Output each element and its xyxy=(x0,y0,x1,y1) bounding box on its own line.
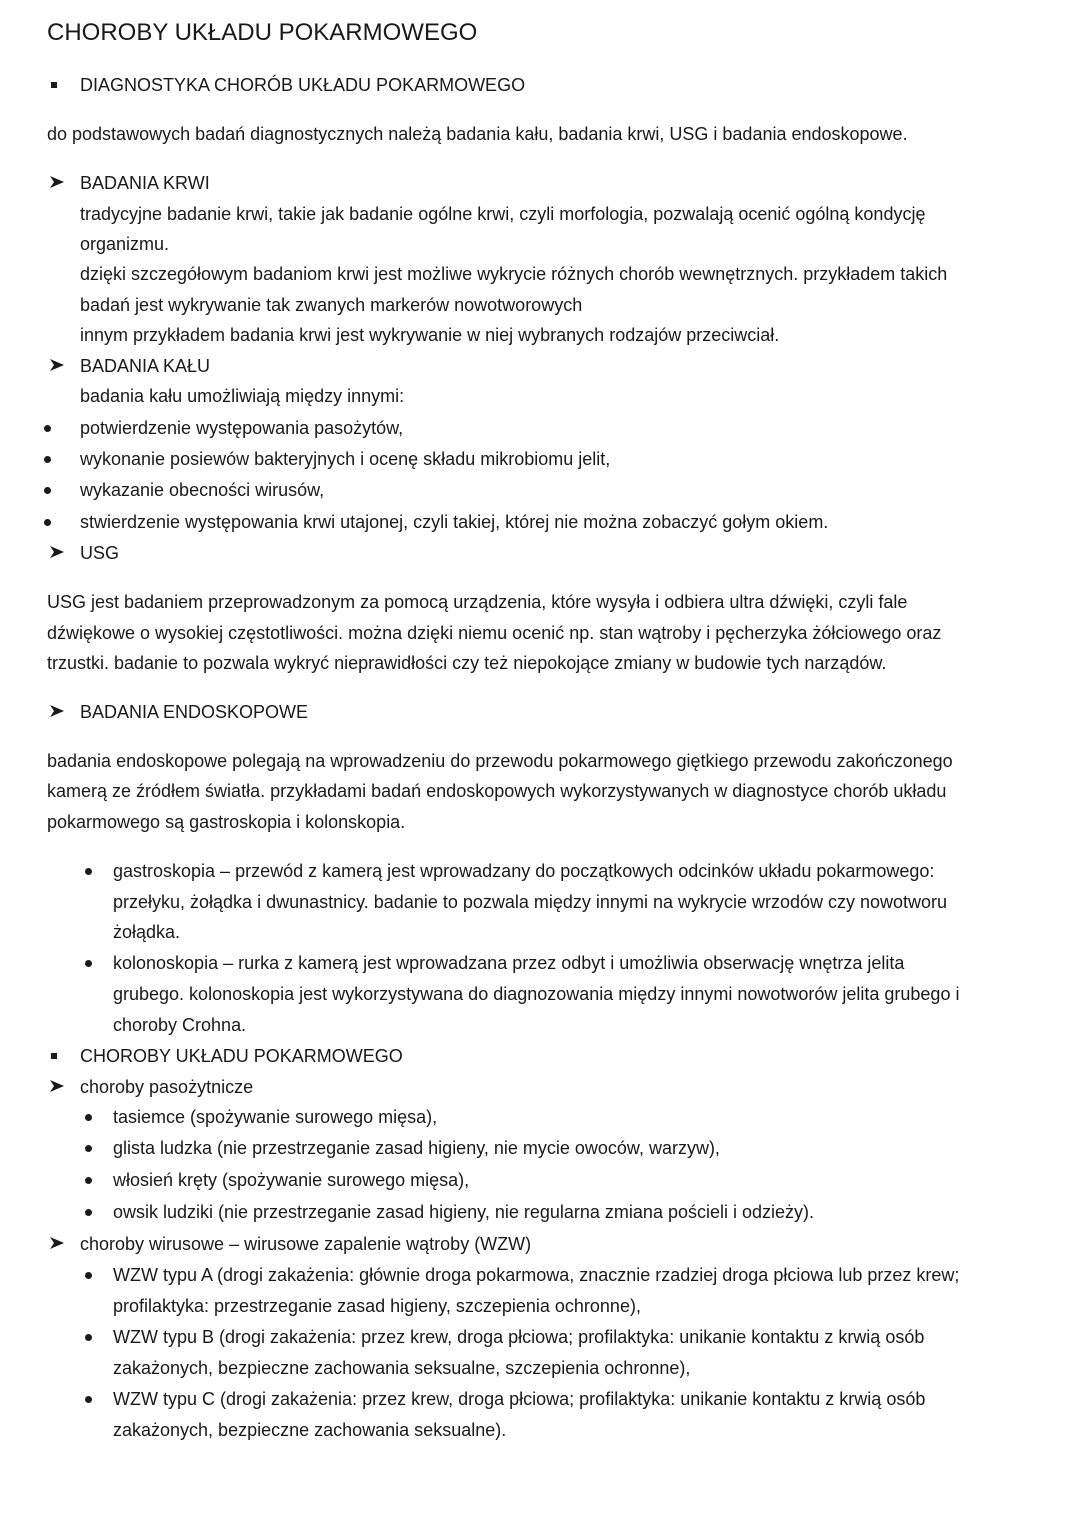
list-item: potwierdzenie występowania pasożytów, xyxy=(80,418,404,438)
list-item-continuation: przełyku, żołądka i dwunastnicy. badanie to pozwala między innymi na wykrycie wrzodów czy nowotworu xyxy=(113,892,948,912)
list-item-continuation: choroby Crohna. xyxy=(113,1015,247,1035)
bullet-dot-icon xyxy=(85,1177,92,1184)
list-item-continuation: grubego. kolonoskopia jest wykorzystywana do diagnozowania między innymi nowotworów jelita grubego i xyxy=(113,984,960,1004)
usg-line: dźwiękowe o wysokiej częstotliwości. można dzięki niemu ocenić np. stan wątroby i pęcherzyka żółciowego oraz xyxy=(47,623,942,643)
arrow-bullet-icon xyxy=(49,175,65,189)
arrow-bullet-icon xyxy=(49,1079,65,1093)
arrow-bullet-icon xyxy=(49,704,65,718)
diagnostyka-intro: do podstawowych badań diagnostycznych należą badania kału, badania krwi, USG i badania endoskopowe. xyxy=(47,124,908,144)
badania-krwi-line: organizmu. xyxy=(80,234,170,254)
bullet-dot-icon xyxy=(85,1114,92,1121)
list-item-continuation: żołądka. xyxy=(113,922,181,942)
usg-line: trzustki. badanie to pozwala wykryć nieprawidłości czy też niepokojące zmiany w budowie tych narządów. xyxy=(47,653,887,673)
list-item: glista ludzka (nie przestrzeganie zasad higieny, nie mycie owoców, warzyw), xyxy=(113,1138,720,1158)
subheading-choroby-wirusowe: choroby wirusowe – wirusowe zapalenie wątroby (WZW) xyxy=(80,1234,532,1254)
bullet-dot-icon xyxy=(85,1334,92,1341)
list-item: WZW typu B (drogi zakażenia: przez krew, droga płciowa; profilaktyka: unikanie kontaktu z krwią osób xyxy=(113,1327,925,1347)
bullet-dot-icon xyxy=(85,1209,92,1216)
list-item: włosień kręty (spożywanie surowego mięsa), xyxy=(113,1170,470,1190)
bullet-dot-icon xyxy=(85,960,92,967)
list-item: wykonanie posiewów bakteryjnych i ocenę składu mikrobiomu jelit, xyxy=(80,449,611,469)
square-bullet-icon xyxy=(51,1053,57,1059)
bullet-dot-icon xyxy=(85,1396,92,1403)
badania-krwi-line: innym przykładem badania krwi jest wykrywanie w niej wybranych rodzajów przeciwciał. xyxy=(80,325,780,345)
list-item: WZW typu A (drogi zakażenia: głównie droga pokarmowa, znacznie rzadziej droga płciowa lub przez krew; xyxy=(113,1265,960,1285)
section-heading-diagnostyka: DIAGNOSTYKA CHORÓB UKŁADU POKARMOWEGO xyxy=(80,75,526,95)
arrow-bullet-icon xyxy=(49,1236,65,1250)
list-item-continuation: zakażonych, bezpieczne zachowania seksualne). xyxy=(113,1420,507,1440)
list-item: WZW typu C (drogi zakażenia: przez krew, droga płciowa; profilaktyka: unikanie kontaktu z krwią osób xyxy=(113,1389,926,1409)
subheading-badania-endoskopowe: BADANIA ENDOSKOPOWE xyxy=(80,702,309,722)
bullet-dot-icon xyxy=(85,868,92,875)
badania-krwi-line: tradycyjne badanie krwi, takie jak badanie ogólne krwi, czyli morfologia, pozwalają ocenić ogólną kondycję xyxy=(80,204,926,224)
bullet-dot-icon xyxy=(85,1145,92,1152)
list-item: stwierdzenie występowania krwi utajonej, czyli takiej, której nie można zobaczyć gołym okiem. xyxy=(80,512,829,532)
badania-krwi-line: badań jest wykrywanie tak zwanych markerów nowotworowych xyxy=(80,295,583,315)
list-item: tasiemce (spożywanie surowego mięsa), xyxy=(113,1107,438,1127)
arrow-bullet-icon xyxy=(49,358,65,372)
subheading-badania-krwi: BADANIA KRWI xyxy=(80,173,210,193)
bullet-dot-icon xyxy=(44,519,51,526)
bullet-dot-icon xyxy=(44,456,51,463)
bullet-dot-icon xyxy=(85,1272,92,1279)
bullet-dot-icon xyxy=(44,425,51,432)
list-item: kolonoskopia – rurka z kamerą jest wprowadzana przez odbyt i umożliwia obserwację wnętrza jelita xyxy=(113,953,905,973)
subheading-usg: USG xyxy=(80,543,120,563)
usg-line: USG jest badaniem przeprowadzonym za pomocą urządzenia, które wysyła i odbiera ultra dźwięki, czyli fale xyxy=(47,592,908,612)
endoskopowe-line: pokarmowego są gastroskopia i kolonskopia. xyxy=(47,812,406,832)
arrow-bullet-icon xyxy=(49,545,65,559)
list-item: gastroskopia – przewód z kamerą jest wprowadzany do początkowych odcinków układu pokarmowego: xyxy=(113,861,935,881)
list-item: owsik ludziki (nie przestrzeganie zasad higieny, nie regularna zmiana pościeli i odzieży). xyxy=(113,1202,815,1222)
badania-kalu-intro: badania kału umożliwiają między innymi: xyxy=(80,386,405,406)
bullet-dot-icon xyxy=(44,487,51,494)
endoskopowe-line: badania endoskopowe polegają na wprowadzeniu do przewodu pokarmowego giętkiego przewodu zakończonego xyxy=(47,751,953,771)
subheading-choroby-pasozytnicze: choroby pasożytnicze xyxy=(80,1077,254,1097)
list-item: wykazanie obecności wirusów, xyxy=(80,480,325,500)
list-item-continuation: profilaktyka: przestrzeganie zasad higieny, szczepienia ochronne), xyxy=(113,1296,641,1316)
endoskopowe-line: kamerą ze źródłem światła. przykładami badań endoskopowych wykorzystywanych w diagnostyce chorób układu xyxy=(47,781,947,801)
square-bullet-icon xyxy=(51,82,57,88)
list-item-continuation: zakażonych, bezpieczne zachowania seksualne, szczepienia ochronne), xyxy=(113,1358,691,1378)
badania-krwi-line: dzięki szczegółowym badaniom krwi jest możliwe wykrycie różnych chorób wewnętrznych. przykładem takich xyxy=(80,264,948,284)
subheading-badania-kalu: BADANIA KAŁU xyxy=(80,356,211,376)
page-title: CHOROBY UKŁADU POKARMOWEGO xyxy=(47,19,478,46)
section-heading-choroby: CHOROBY UKŁADU POKARMOWEGO xyxy=(80,1046,403,1066)
